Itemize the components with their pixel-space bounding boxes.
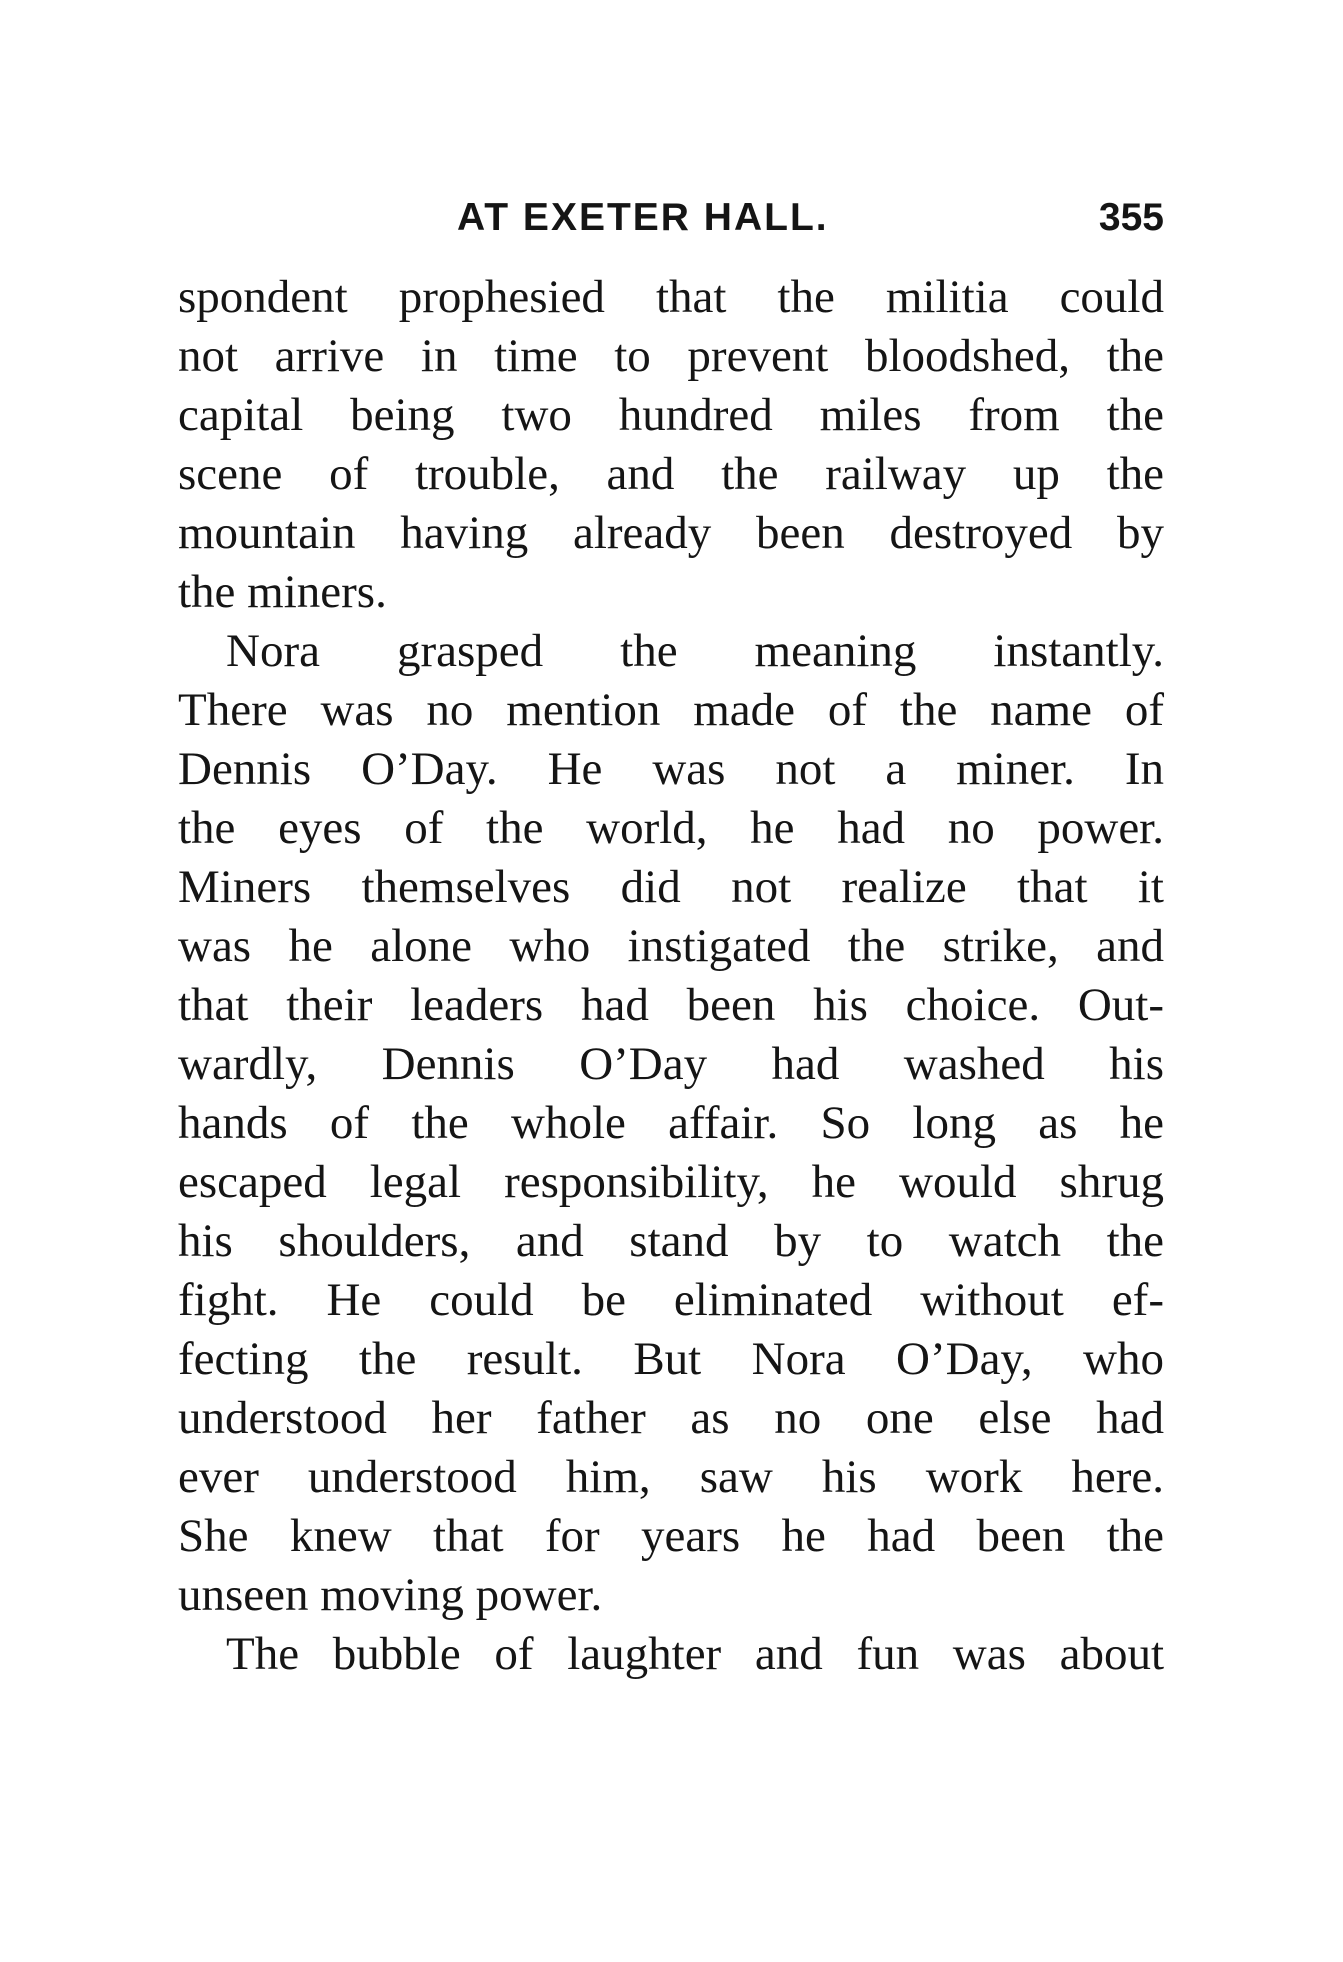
text-line: that their leaders had been his choice. Out- bbox=[178, 979, 1164, 1031]
text-line: Nora grasped the meaning instantly. bbox=[226, 625, 1164, 677]
text-line: Dennis O’Day. He was not a miner. In bbox=[178, 743, 1164, 795]
running-head bbox=[178, 196, 1164, 246]
text-line: There was no mention made of the name of bbox=[178, 684, 1164, 736]
text-line: understood her father as no one else had bbox=[178, 1392, 1164, 1444]
text-line: fecting the result. But Nora O’Day, who bbox=[178, 1333, 1164, 1385]
body-text bbox=[178, 268, 1164, 1684]
text-line: escaped legal responsibility, he would shrug bbox=[178, 1156, 1164, 1208]
text-line: the miners. bbox=[178, 566, 387, 618]
text-line: the eyes of the world, he had no power. bbox=[178, 802, 1164, 854]
text-line: She knew that for years he had been the bbox=[178, 1510, 1164, 1562]
text-line: ever understood him, saw his work here. bbox=[178, 1451, 1164, 1503]
text-line: mountain having already been destroyed by bbox=[178, 507, 1164, 559]
text-line: capital being two hundred miles from the bbox=[178, 389, 1164, 441]
text-line: The bubble of laughter and fun was about bbox=[226, 1628, 1164, 1680]
running-title: AT EXETER HALL. bbox=[457, 196, 829, 239]
text-line: spondent prophesied that the militia could bbox=[178, 271, 1164, 323]
text-line: scene of trouble, and the railway up the bbox=[178, 448, 1164, 500]
text-line: hands of the whole affair. So long as he bbox=[178, 1097, 1164, 1149]
text-line: not arrive in time to prevent bloodshed, the bbox=[178, 330, 1164, 382]
text-line: Miners themselves did not realize that it bbox=[178, 861, 1164, 913]
text-line: fight. He could be eliminated without ef- bbox=[178, 1274, 1164, 1326]
text-line: his shoulders, and stand by to watch the bbox=[178, 1215, 1164, 1267]
page-number: 355 bbox=[1098, 196, 1164, 239]
text-line: unseen moving power. bbox=[178, 1569, 603, 1621]
text-line: was he alone who instigated the strike, and bbox=[178, 920, 1164, 972]
text-line: wardly, Dennis O’Day had washed his bbox=[178, 1038, 1164, 1090]
